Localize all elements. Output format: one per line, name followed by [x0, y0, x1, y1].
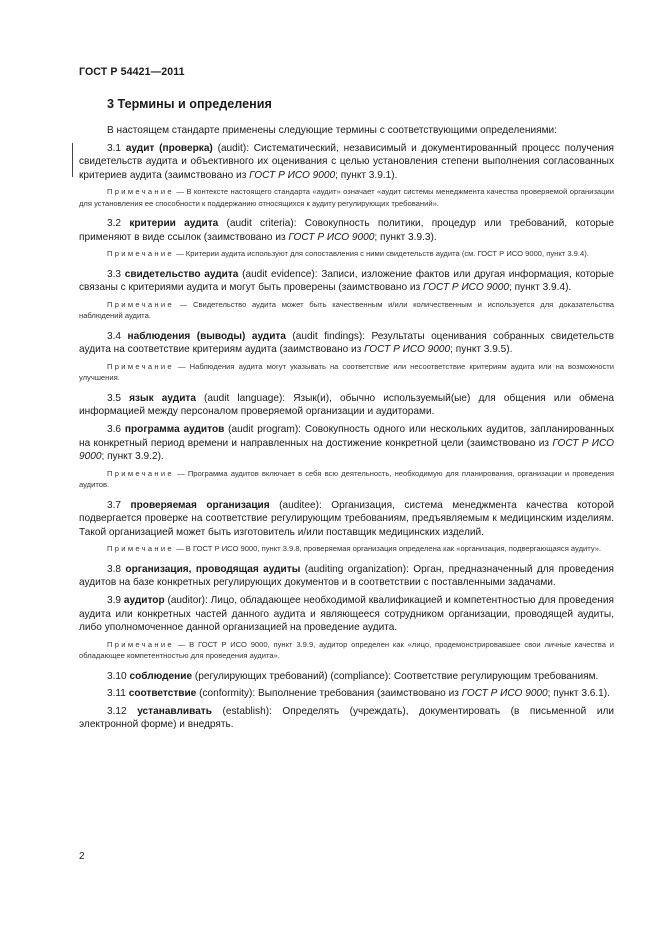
term-note: [79, 186, 614, 209]
note-text: — В контексте настоящего стандарта «аудит» означает «аудит системы менеджмента качества проверяемой организации для установления ее способности к поддержанию относящихся к аудиту регулирующих требований».: [79, 187, 614, 208]
note-text: — Свидетельство аудита может быть качественным и/или количественным и используется для доказательства наблюдений аудита.: [79, 299, 614, 321]
term-definition: (audit criteria): Совокупность политики, процедур или требований, которые применяют в виде ссылок (заимствовано из: [79, 218, 614, 243]
term-note: [79, 639, 614, 662]
note-prefix: Примечание: [107, 299, 174, 309]
terms-list: [79, 142, 614, 732]
term-name: программа аудитов: [124, 423, 225, 435]
term-entry: [79, 670, 614, 684]
note-prefix: Примечание: [107, 249, 174, 259]
term-name: устанавливать: [137, 705, 212, 717]
term-name: критерии аудита: [129, 218, 219, 230]
term-number: 3.3: [107, 268, 122, 280]
term-number: 3.4: [107, 330, 122, 342]
term-name: проверяемая организация: [130, 499, 270, 511]
term-entry: [79, 142, 614, 183]
term-reference-tail: ; пункт 3.9.1).: [335, 169, 398, 181]
term-number: 3.5: [107, 392, 122, 404]
term-name: язык аудита: [129, 392, 196, 404]
term-entry: [79, 499, 614, 540]
term-number: 3.10: [107, 670, 127, 682]
term-reference: ГОСТ Р ИСО 9000: [249, 169, 336, 181]
note-prefix: Примечание: [107, 187, 174, 197]
term-name: аудит (проверка): [125, 142, 213, 154]
term-entry: [79, 687, 614, 701]
term-definition: (conformity): Выполнение требования (заимствовано из: [196, 688, 462, 700]
term-definition: (auditee): Организация, система менеджмента качества которой подвергается проверке на соответствие регулирующим требованиям, предъявляемым к медицинским изделиям. Такой организацией может быть изготовитель и/или поставщик медицинских изделий.: [79, 499, 614, 538]
term-note: [79, 299, 614, 322]
term-definition: (audit): Систематический, независимый и документированный процесс получения свидетельств аудита и объективного их оценивания с целью установления степени выполнения согласованных критериев аудита (заимствовано из: [79, 142, 614, 181]
document-body: [79, 124, 614, 736]
term-definition: (auditor): Лицо, обладающее необходимой квалификацией и компетентностью для проведения аудита или конкретных частей данного аудита и являющееся сотрудником организации, проводящей аудиты, либо уполномоченное данной организацией на проведение аудита.: [79, 594, 614, 634]
term-entry: [79, 392, 614, 419]
term-reference: ГОСТ Р ИСО 9000: [461, 688, 548, 700]
term-number: 3.8: [107, 563, 122, 575]
term-reference-tail: ; пункт 3.9.2).: [101, 451, 164, 463]
term-number: 3.7: [107, 499, 122, 511]
term-reference-tail: ; пункт 3.9.4).: [508, 282, 572, 294]
term-number: 3.12: [107, 705, 127, 717]
term-number: 3.11: [107, 688, 126, 700]
note-text: — В ГОСТ Р ИСО 9000, пункт 3.9.8, проверяемая организация определена как «организация, подвергающаяся аудиту».: [173, 544, 602, 554]
term-name: соблюдение: [129, 670, 193, 682]
term-entry: [79, 330, 614, 357]
term-name: наблюдения (выводы) аудита: [127, 330, 286, 342]
term-entry: [79, 705, 614, 732]
term-note: [79, 248, 614, 259]
term-reference-tail: ; пункт 3.9.5).: [450, 344, 513, 356]
term-reference: ГОСТ Р ИСО 9000: [364, 344, 451, 356]
intro-paragraph: В настоящем стандарте применены следующие термины с соответствующими определениями:: [107, 125, 557, 136]
term-reference-tail: ; пункт 3.6.1).: [547, 688, 610, 700]
document-code: ГОСТ Р 54421—2011: [79, 66, 185, 78]
term-number: 3.6: [107, 423, 122, 435]
term-number: 3.9: [107, 594, 122, 606]
term-definition: (audit language): Язык(и), обычно используемый(ые) для общения или обмена информацией между персоналом проверяемой организации и аудиторами.: [79, 392, 614, 418]
term-note: [79, 543, 614, 554]
term-reference: ГОСТ Р ИСО 9000: [288, 231, 375, 243]
term-reference-tail: ; пункт 3.9.3).: [374, 231, 437, 243]
note-prefix: Примечание: [107, 639, 174, 649]
note-prefix: Примечание: [107, 544, 174, 554]
term-definition: (регулирующих требований) (compliance): Соответствие регулирующим требованиям.: [192, 670, 599, 682]
term-note: [79, 468, 614, 491]
term-name: соответствие: [128, 688, 197, 700]
term-reference: ГОСТ Р ИСО 9000: [422, 282, 509, 294]
term-definition: (establish): Определять (учреждать), документировать (в письменной или электронной форме) и внедрять.: [79, 705, 614, 731]
term-definition: (audit evidence): Записи, изложение фактов или другая информация, которые связаны с критериями аудита и могут быть проверены (заимствовано из: [79, 268, 614, 294]
term-entry: [79, 594, 614, 635]
term-definition: (audit findings): Результаты оценивания собранных свидетельств аудита на соответствие критериям аудита (заимствовано из: [79, 330, 614, 356]
term-definition: (audit program): Совокупность одного или нескольких аудитов, запланированных на конкретный период времени и направленных на достижение конкретной цели (заимствовано из: [79, 423, 615, 449]
term-note: [79, 361, 614, 384]
term-entry: [79, 423, 614, 464]
term-number: 3.2: [107, 218, 122, 230]
term-entry: [79, 217, 614, 244]
note-text: — Программа аудитов включает в себя всю деятельность, необходимую для планирования, организации и проведения аудитов.: [79, 468, 614, 490]
term-name: аудитор: [123, 594, 165, 606]
term-definition: (auditing organization): Орган, предназначенный для проведения аудитов на базе конкретных регулирующих документов и в соответствии с поставленными задачами.: [79, 563, 614, 589]
term-number: 3.1: [107, 142, 122, 154]
note-text: — Наблюдения аудита могут указывать на соответствие или несоответствие критериям аудита или на возможности улучшения.: [79, 361, 614, 383]
section-title: 3 Термины и определения: [107, 97, 272, 111]
note-text: — Критерии аудита используют для сопоставления с ними свидетельств аудита (см. ГОСТ Р ИСО 9000, пункт 3.9.4).: [173, 249, 589, 259]
note-prefix: Примечание: [107, 361, 174, 371]
page-number: 2: [79, 851, 85, 862]
change-bar: [72, 143, 73, 177]
note-prefix: Примечание: [107, 468, 174, 478]
note-text: — В ГОСТ Р ИСО 9000, пункт 3.9.9, аудитор определен как «лицо, продемонстрировавшее свои личные качества и обладающее компетентностью для проведения аудита».: [79, 639, 614, 661]
term-entry: [79, 563, 614, 590]
term-entry: [79, 268, 614, 295]
term-name: организация, проводящая аудиты: [125, 563, 301, 575]
term-name: свидетельство аудита: [124, 268, 239, 280]
term-reference: ГОСТ Р ИСО 9000: [79, 437, 614, 463]
